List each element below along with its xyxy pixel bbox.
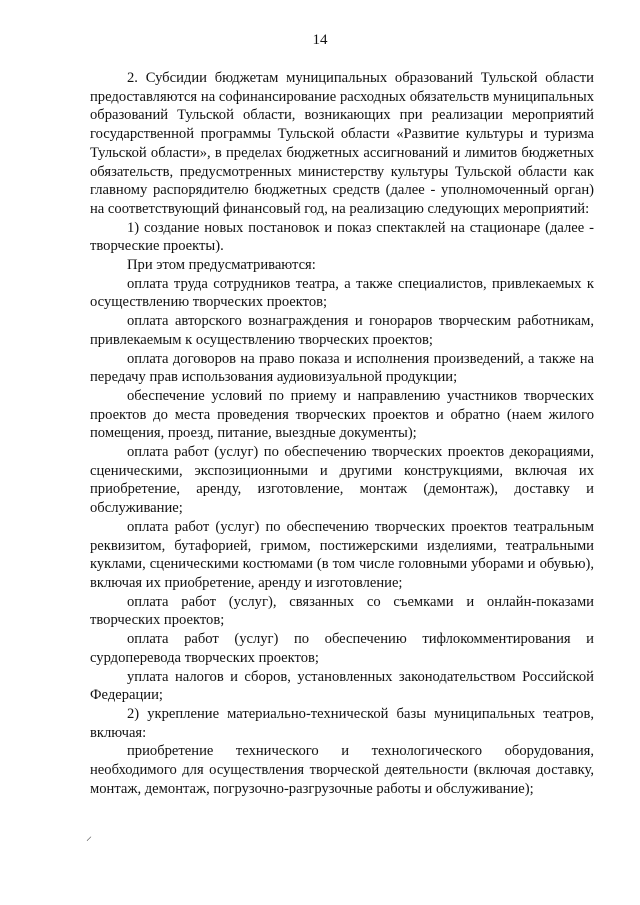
paragraph-provisions-intro: При этом предусматриваются: xyxy=(127,257,316,274)
paragraph-subsidies-intro: 2. Субсидии бюджетам муниципальных образований Тульской области предоставляются на софинансирование расходных обязательств муниципальных образований Тульской области, возникающих при реализации мероприятий государственной программы Тульской области «Развитие культуры и туризма Тульской области», в пределах бюджетных ассигнований и лимитов бюджетных обязательств, предусмотренных министерству культуры Тульской области как главному распорядителю бюджетных средств (далее - уполномоченный орган) на соответствующий финансовый год, на реализацию следующих мероприятий: xyxy=(90,70,594,217)
paragraph-author-fees: оплата авторского вознаграждения и гонораров творческим работникам, привлекаемым к осуществлению творческих проектов; xyxy=(90,313,594,348)
paragraph-creative-projects: 1) создание новых постановок и показ спектаклей на стационаре (далее - творческие проекты). xyxy=(90,219,594,255)
paragraph-props-costumes: оплата работ (услуг) по обеспечению творческих проектов театральным реквизитом, бутафорией, гримом, постижерскими изделиями, театральными куклами, сценическими костюмами (в том числе головными уборами и обувью), включая их приобретение, аренду и изготовление; xyxy=(90,518,594,591)
document-body xyxy=(90,69,594,798)
paragraph-staff-pay: оплата труда сотрудников театра, а также специалистов, привлекаемых к осуществлению творческих проектов; xyxy=(90,275,594,311)
scan-artifact-mark: ⸝ xyxy=(86,829,93,843)
page-number: 14 xyxy=(312,32,328,48)
paragraph-participant-travel: обеспечение условий по приему и направлению участников творческих проектов до места проведения творческих проектов и обратно (наем жилого помещения, проезд, питание, выездные документы); xyxy=(90,387,594,442)
paragraph-audio-description: оплата работ (услуг) по обеспечению тифлокомментирования и сурдоперевода творческих проектов; xyxy=(90,631,594,666)
paragraph-taxes: уплата налогов и сборов, установленных законодательством Российской Федерации; xyxy=(90,668,594,704)
paragraph-technical-base: 2) укрепление материально-технической базы муниципальных театров, включая: xyxy=(90,705,594,741)
paragraph-equipment-purchase: приобретение технического и технологического оборудования, необходимого для осуществления творческой деятельности (включая доставку, монтаж, демонтаж, погрузочно-разгрузочные работы и обслуживание); xyxy=(90,743,594,797)
paragraph-filming-online: оплата работ (услуг), связанных со съемками и онлайн-показами творческих проектов; xyxy=(90,593,594,629)
paragraph-scenery-works: оплата работ (услуг) по обеспечению творческих проектов декорациями, сценическими, экспозиционными и другими конструкциями, включая их приобретение, аренду, изготовление, монтаж (демонтаж), доставку и обслуживание; xyxy=(90,444,594,517)
paragraph-performance-rights: оплата договоров на право показа и исполнения произведений, а также на передачу прав использования аудиовизуальной продукции; xyxy=(90,350,594,386)
